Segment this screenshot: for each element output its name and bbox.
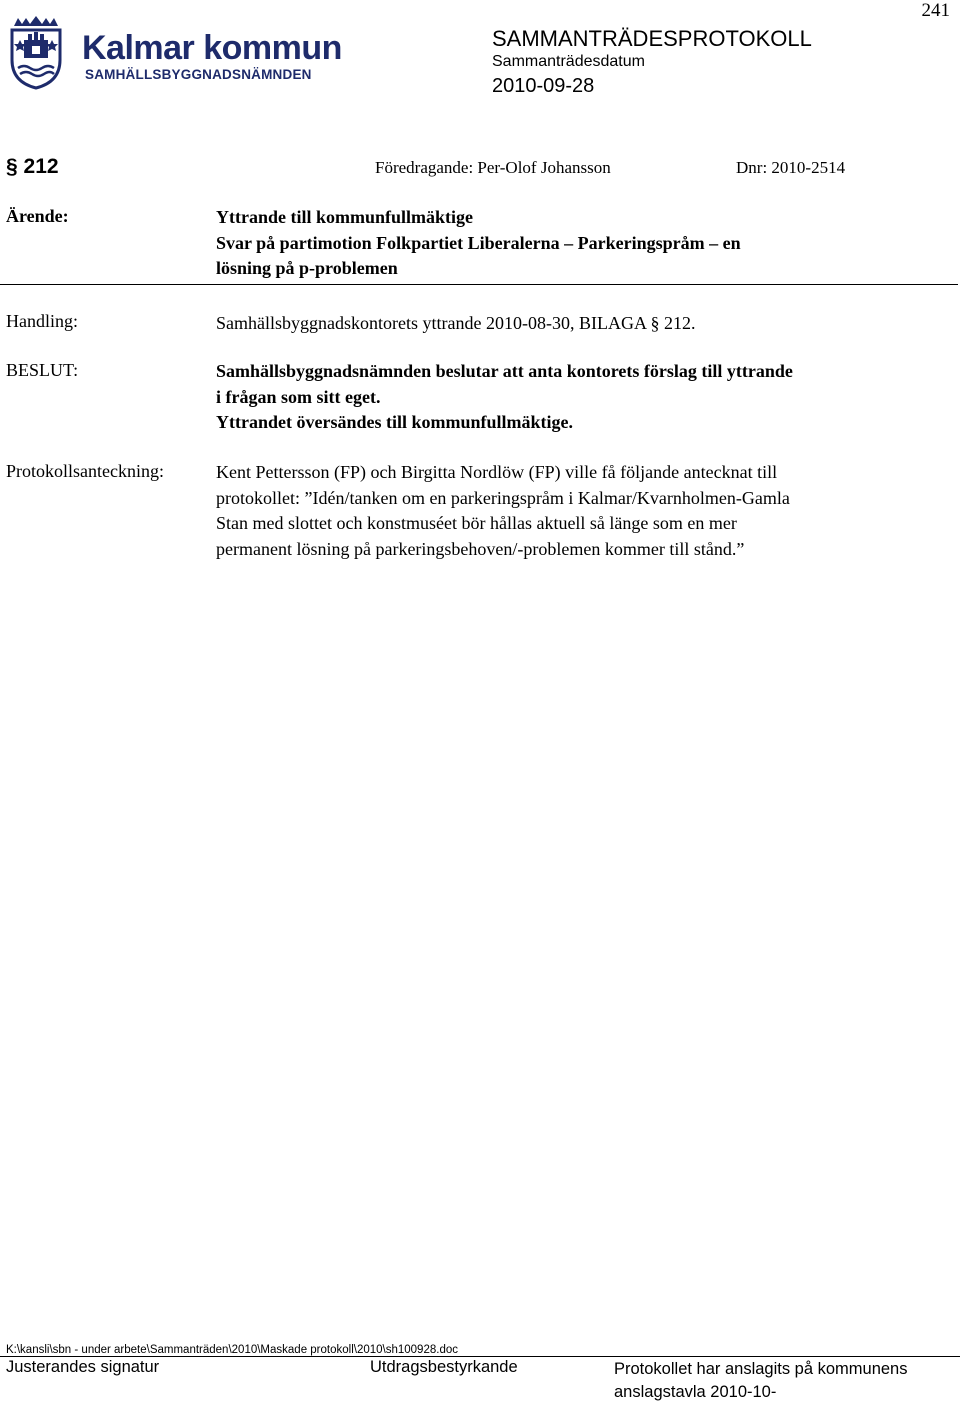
kalmar-coat-of-arms-icon <box>8 16 64 90</box>
posted-notice-line: Protokollet har anslagits på kommunens <box>614 1360 908 1378</box>
footer-divider <box>0 1356 960 1357</box>
footer-file-path: K:\kansli\sbn - under arbete\Sammanträden\2010\Maskade protokoll\2010\sh100928.doc <box>6 1344 458 1356</box>
section-number: § 212 <box>6 155 59 178</box>
beslut-content <box>216 359 946 436</box>
meeting-date-label: Sammanträdesdatum <box>492 53 645 70</box>
posted-notice-line: anslagstavla 2010-10- <box>614 1383 777 1401</box>
arende-label: Ärende: <box>6 206 69 226</box>
beslut-line: Yttrandet översändes till kommunfullmäktige. <box>216 412 573 432</box>
page-number: 241 <box>921 0 950 21</box>
arende-line: lösning på p-problemen <box>216 258 398 278</box>
protokollsanteckning-line: Kent Pettersson (FP) och Birgitta Nordlöw (FP) ville få följande antecknat till <box>216 462 778 482</box>
protokollsanteckning-line: Stan med slottet och konstmuséet bör hållas aktuell så länge som en mer <box>216 513 737 533</box>
handling-text: Samhällsbyggnadskontorets yttrande 2010-08-30, BILAGA § 212. <box>216 313 696 333</box>
protokollsanteckning-line: protokollet: ”Idén/tanken om en parkeringspråm i Kalmar/Kvarnholmen-Gamla <box>216 487 790 508</box>
beslut-line: i frågan som sitt eget. <box>216 386 381 407</box>
document-title: SAMMANTRÄDESPROTOKOLL <box>492 26 812 51</box>
protokollsanteckning-label: Protokollsanteckning: <box>6 461 164 481</box>
certification-label: Utdragsbestyrkande <box>370 1358 518 1376</box>
meeting-date: 2010-09-28 <box>492 75 595 97</box>
presenter: Föredragande: Per-Olof Johansson <box>375 158 611 177</box>
handling-label: Handling: <box>6 311 78 331</box>
org-subtitle: SAMHÄLLSBYGGNADSNÄMNDEN <box>85 67 312 82</box>
beslut-label: BESLUT: <box>6 360 79 380</box>
arende-line: Svar på partimotion Folkpartiet Liberalerna – Parkeringspråm – en <box>216 232 741 253</box>
protokollsanteckning-line: permanent lösning på parkeringsbehoven/-problemen kommer till stånd.” <box>216 538 745 559</box>
protokollsanteckning-content <box>216 460 946 562</box>
diary-number: Dnr: 2010-2514 <box>736 158 846 177</box>
arende-content <box>216 205 936 282</box>
signature-label: Justerandes signatur <box>6 1358 160 1376</box>
section-divider <box>0 284 958 285</box>
arende-line: Yttrande till kommunfullmäktige <box>216 207 474 227</box>
beslut-line: Samhällsbyggnadsnämnden beslutar att anta kontorets förslag till yttrande <box>216 361 793 381</box>
org-name: Kalmar kommun <box>82 29 342 67</box>
posted-notice <box>614 1358 959 1404</box>
